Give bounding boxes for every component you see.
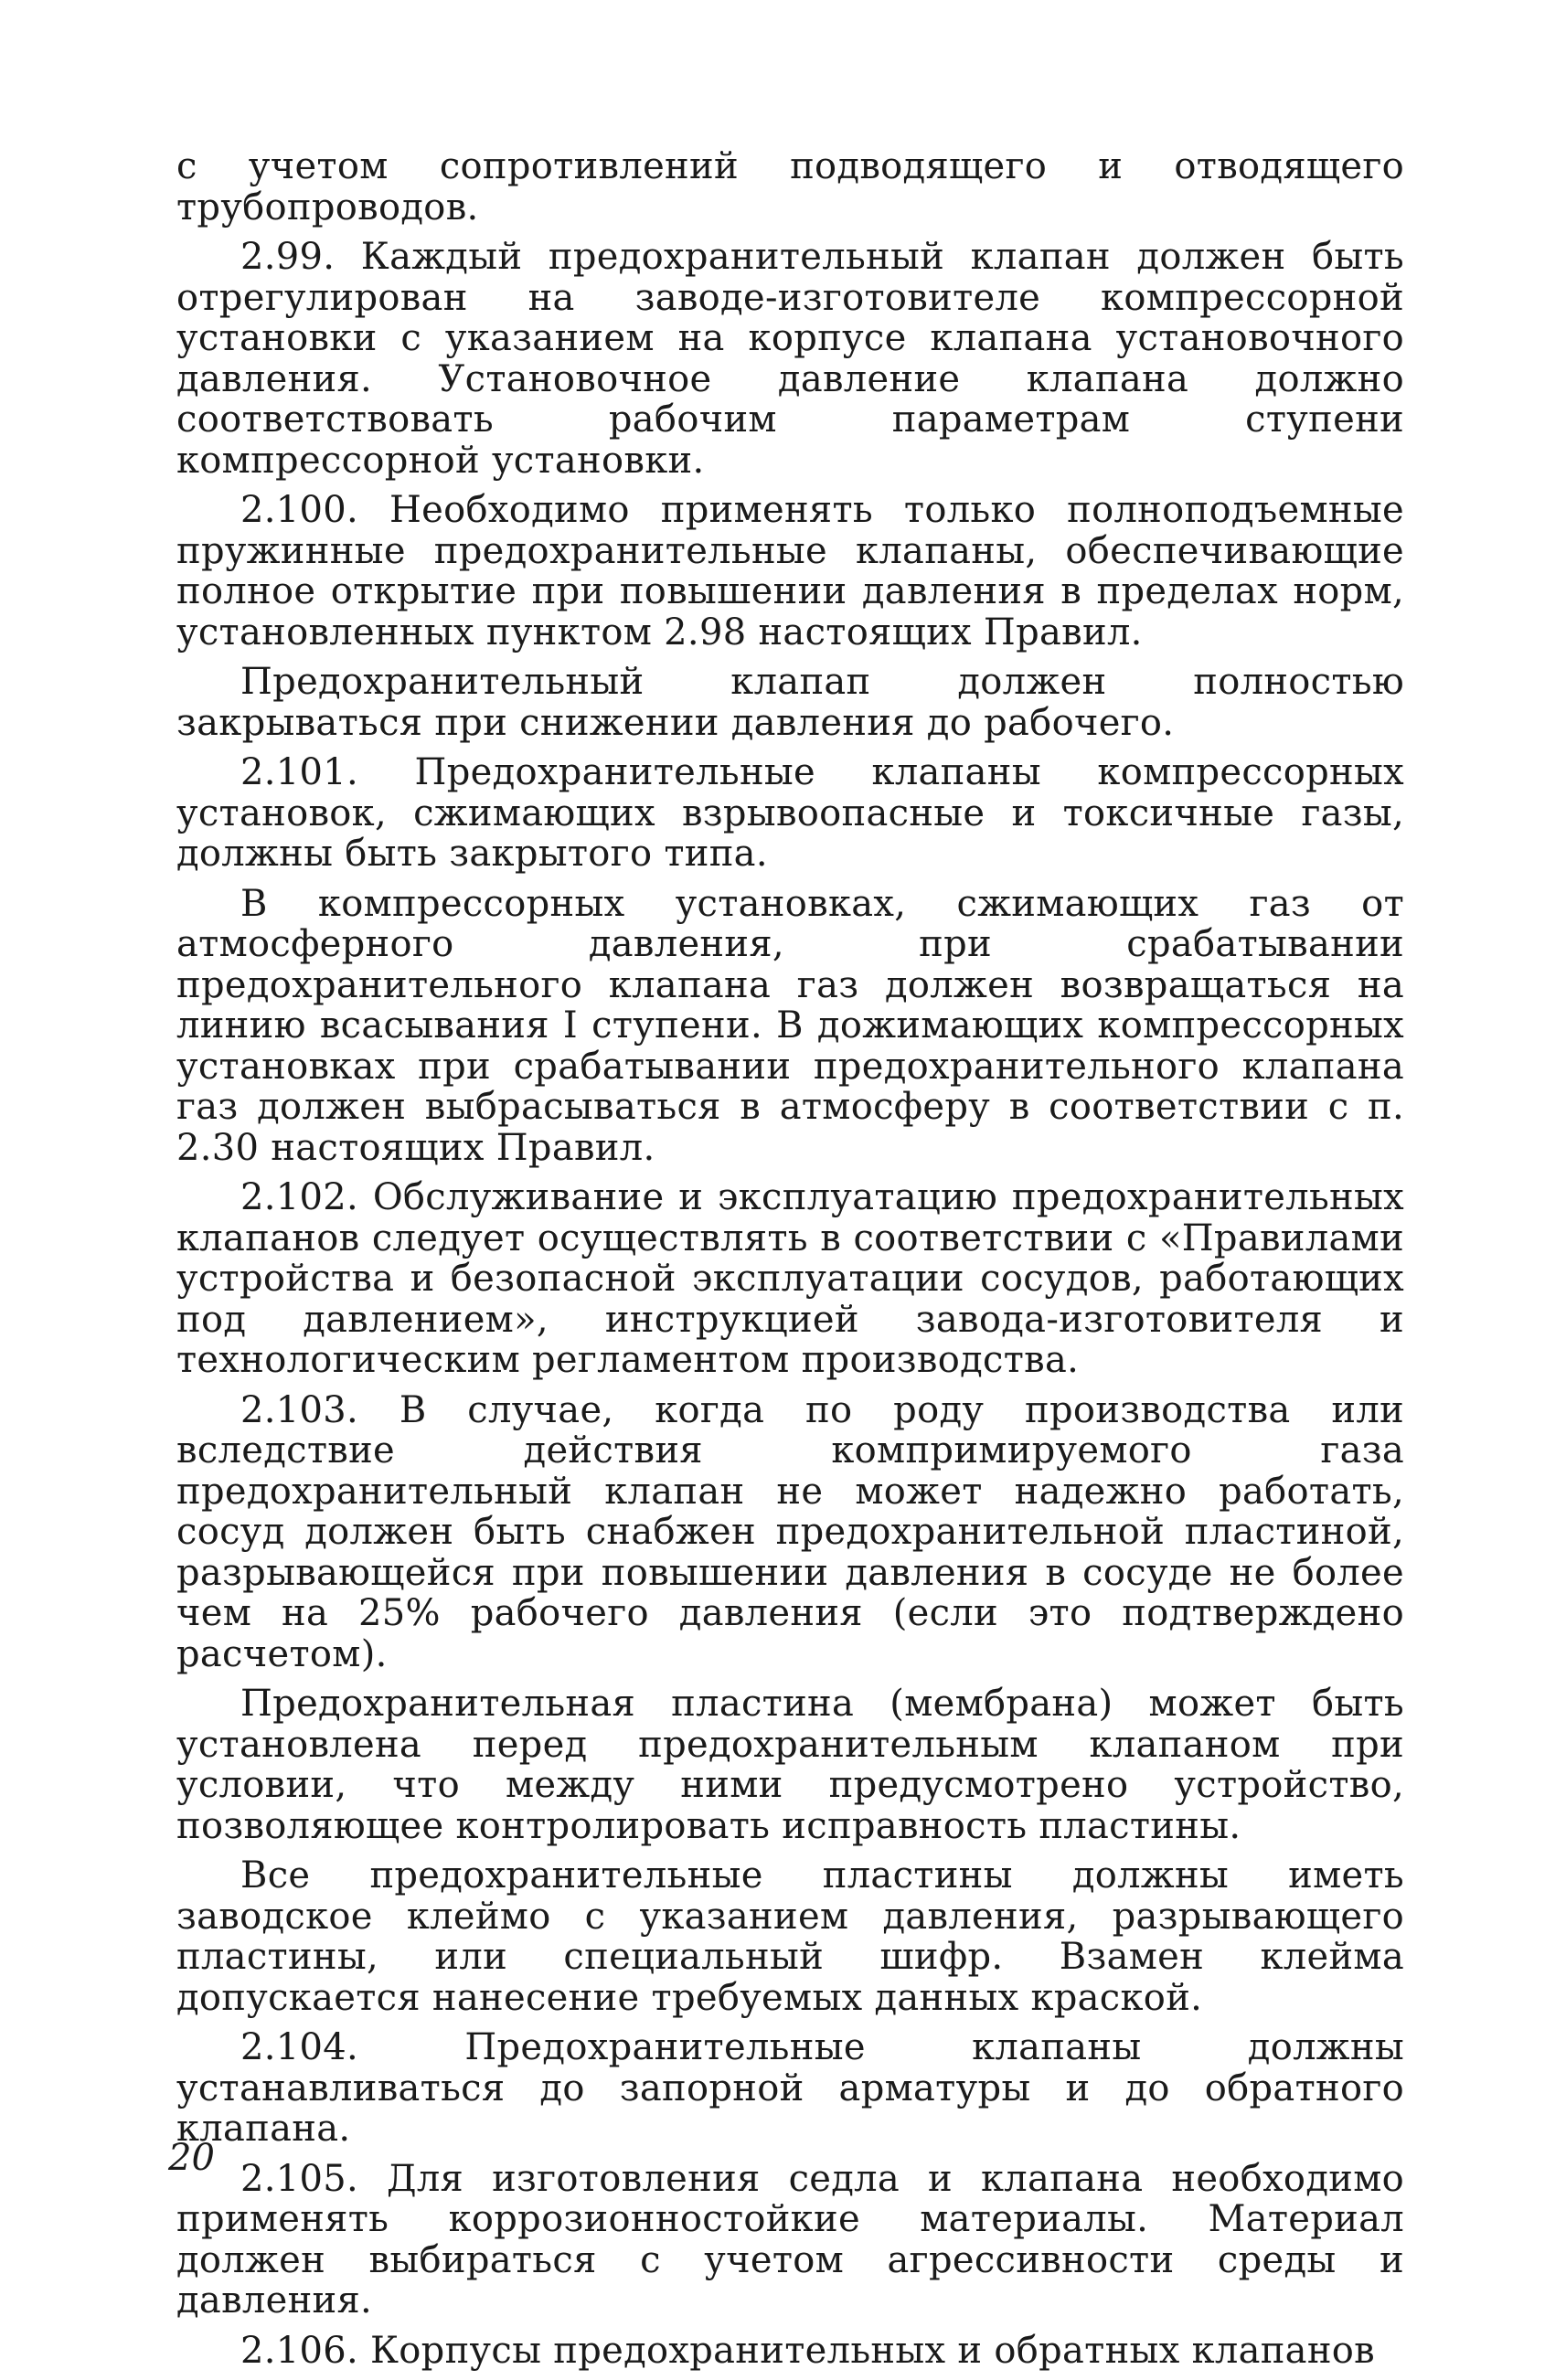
paragraph-continuation: с учетом сопротивлений подводящего и отводящего трубопроводов. <box>176 145 1404 228</box>
paragraph-2-103-marking: Все предохранительные пластины должны иметь заводское клеймо с указанием давления, разрывающего пластины, или специальный шифр. Взамен клейма допускается нанесение требуемых данных краской. <box>176 1854 1404 2019</box>
paragraph-2-100-closing: Предохранительный клапап должен полностью закрываться при снижении давления до рабочего. <box>176 661 1404 744</box>
paragraph-2-103-membrane: Предохранительная пластина (мембрана) может быть установлена перед предохранительным клапаном при условии, что между ними предусмотрено устройство, позволяющее контролировать исправность пластины. <box>176 1683 1404 1847</box>
paragraph-2-102: 2.102. Обслуживание и эксплуатацию предохранительных клапанов следует осуществлять в соответствии с «Правилами устройства и безопасной эксплуатации сосудов, работающих под давлением», инструкцией завода-изготовителя и технологическим регламентом производства. <box>176 1176 1404 1381</box>
body-text <box>176 146 1404 2380</box>
paragraph-2-101: 2.101. Предохранительные клапаны компрессорных установок, сжимающих взрывоопасные и токсичные газы, должны быть закрытого типа. <box>176 751 1404 875</box>
paragraph-2-103: 2.103. В случае, когда по роду производства или вследствие действия компримируемого газа предохранительный клапан не может надежно работать, сосуд должен быть снабжен предохранительной пластиной, разрывающейся при повышении давления в сосуде не более чем на 25% рабочего давления (если это подтверждено расчетом). <box>176 1388 1404 1675</box>
paragraph-2-101-gas-return: В компрессорных установках, сжимающих газ от атмосферного давления, при срабатывании предохранительного клапана газ должен возвращаться на линию всасывания I ступени. В дожимающих компрессорных установках при срабатывании предохранительного клапана газ должен выбрасываться в атмосферу в соответствии с п. 2.30 настоящих Правил. <box>176 882 1404 1169</box>
paragraph-2-99: 2.99. Каждый предохранительный клапан должен быть отрегулирован на заводе-изготовителе компрессорной установки с указанием на корпусе клапана установочного давления. Установочное давление клапана должно соответствовать рабочим параметрам ступени компрессорной установки. <box>176 236 1404 482</box>
paragraph-2-106: 2.106. Корпусы предохранительных и обратных клапанов <box>240 2329 1375 2372</box>
paragraph-2-105: 2.105. Для изготовления седла и клапана необходимо применять коррозионностойкие материалы. Материал должен выбираться с учетом агрессивности среды и давления. <box>176 2157 1404 2322</box>
paragraph-2-104: 2.104. Предохранительные клапаны должны устанавливаться до запорной арматуры и до обратного клапана. <box>176 2026 1404 2150</box>
paragraph-2-100: 2.100. Необходимо применять только полноподъемные пружинные предохранительные клапаны, обеспечивающие полное открытие при повышении давления в пределах норм, установленных пунктом 2.98 настоящих Правил. <box>176 489 1404 653</box>
page-number: 20 <box>168 2137 215 2179</box>
